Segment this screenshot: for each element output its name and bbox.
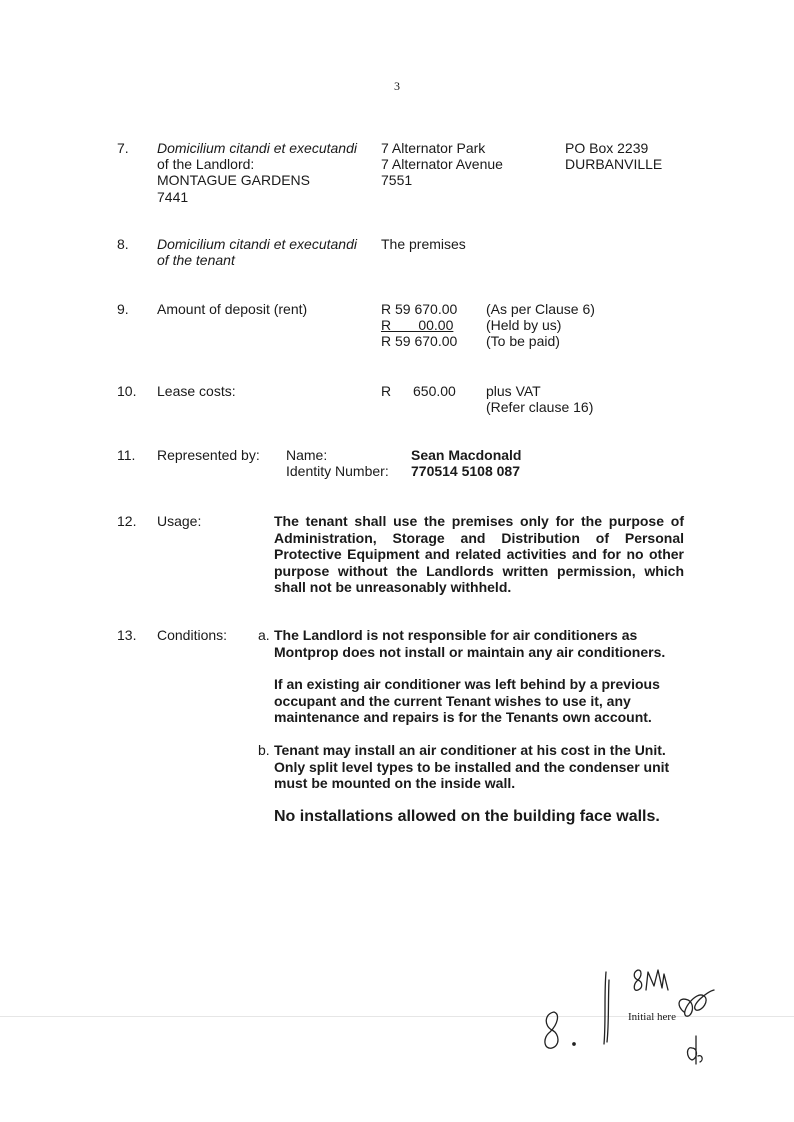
- condition-a-marker: a.: [258, 627, 270, 643]
- item-10-number: 10.: [117, 383, 137, 399]
- represented-id-label: Identity Number:: [286, 463, 389, 479]
- item-11-number: 11.: [117, 447, 136, 463]
- item-8-number: 8.: [117, 236, 129, 252]
- initial-mark-bar: [604, 972, 606, 1044]
- item-7-address-line3: 7551: [381, 172, 413, 188]
- deposit-note-3: (To be paid): [486, 333, 560, 349]
- lease-cost-note-1: plus VAT: [486, 383, 541, 399]
- item-11-label: Represented by:: [157, 447, 260, 463]
- deposit-amount-3: R 59 670.00: [381, 333, 458, 349]
- condition-a-text-2: If an existing air conditioner was left behind by a previous occupant and the current Tenant wishes to use it, any maintenance and repairs is for the Tenants own account.: [274, 676, 660, 725]
- condition-b-marker: b.: [258, 742, 270, 758]
- deposit-amount-2: R 00.00: [381, 317, 454, 333]
- item-8-value: The premises: [381, 236, 466, 252]
- item-8-label-line2: of the tenant: [157, 252, 235, 268]
- item-10-label: Lease costs:: [157, 383, 236, 399]
- page-number: 3: [394, 79, 400, 93]
- deposit-note-2: (Held by us): [486, 317, 562, 333]
- item-7-po-box: PO Box 2239: [565, 140, 649, 156]
- initial-mark-8m: [634, 970, 642, 990]
- item-7-label-line3: MONTAGUE GARDENS: [157, 172, 310, 188]
- item-12-number: 12.: [117, 513, 137, 529]
- item-8-label-line1: Domicilium citandi et executandi: [157, 236, 357, 252]
- item-7-po-town: DURBANVILLE: [565, 156, 663, 172]
- item-9-number: 9.: [117, 301, 129, 317]
- deposit-note-1: (As per Clause 6): [486, 301, 595, 317]
- item-13-label: Conditions:: [157, 627, 228, 643]
- represented-name-label: Name:: [286, 447, 328, 463]
- condition-b-text: Tenant may install an air conditioner at his cost in the Unit. Only split level types to be installed and the condenser unit must be mounted on the inside wall.: [274, 742, 670, 791]
- item-7-address-line2: 7 Alternator Avenue: [381, 156, 503, 172]
- item-7-number: 7.: [117, 140, 129, 156]
- lease-cost-note-2: (Refer clause 16): [486, 399, 594, 415]
- initial-mark-scribble: [679, 990, 714, 1016]
- item-7-address-line1: 7 Alternator Park: [381, 140, 486, 156]
- represented-name-value: Sean Macdonald: [411, 447, 522, 463]
- initial-mark-8: [545, 1012, 558, 1048]
- initial-here-label: Initial here: [628, 1011, 676, 1023]
- item-7-label-line4: 7441: [157, 189, 189, 205]
- represented-id-value: 770514 5108 087: [411, 463, 520, 479]
- condition-a-text: The Landlord is not responsible for air conditioners as Montprop does not install or maintain any air conditioners.: [274, 627, 666, 660]
- item-9-label: Amount of deposit (rent): [157, 301, 308, 317]
- item-7-label-line1: Domicilium citandi et executandi: [157, 140, 357, 156]
- lease-cost-currency: R: [381, 383, 392, 399]
- handwritten-initials: [530, 960, 750, 1080]
- item-13-number: 13.: [117, 627, 137, 643]
- item-7-label-line2: of the Landlord:: [157, 156, 255, 172]
- deposit-amount-1: R 59 670.00: [381, 301, 458, 317]
- item-12-label: Usage:: [157, 513, 202, 529]
- initial-mark-ab: [688, 1036, 703, 1064]
- usage-clause-text: The tenant shall use the premises only for the purpose of Administration, Storage and Distribution of Personal Protective Equipment and related activities and for no other purpose without the Landlords written permission, which shall not be unreasonably withheld.: [274, 513, 684, 595]
- installation-notice: No installations allowed on the building face walls.: [274, 808, 660, 825]
- lease-cost-amount: 650.00: [413, 383, 456, 399]
- initial-mark-dot: [573, 1043, 575, 1045]
